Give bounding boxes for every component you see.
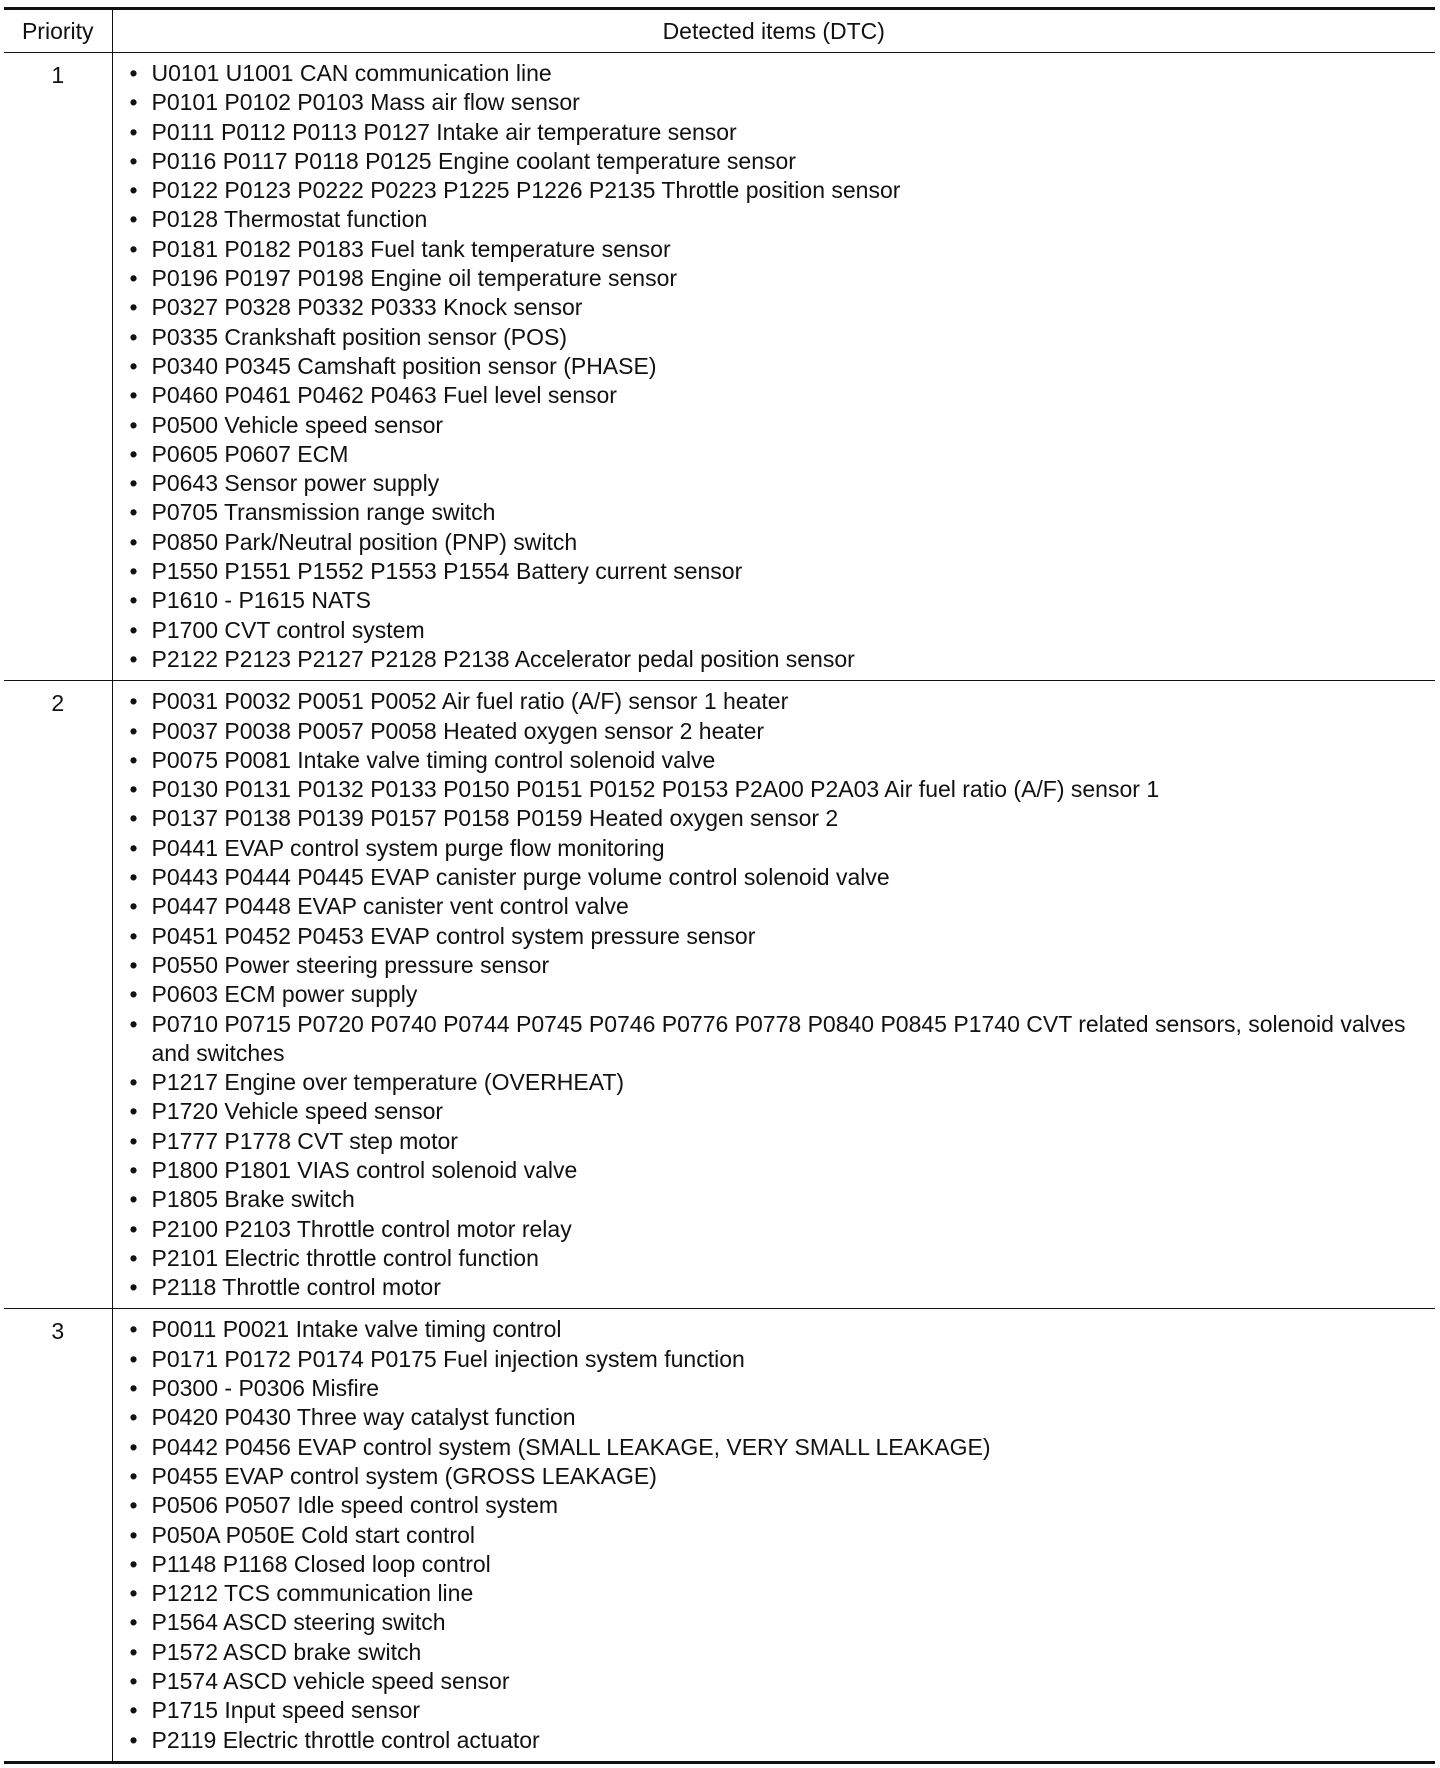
dtc-list-item: • P2100 P2103 Throttle control motor relay: [113, 1215, 1430, 1244]
dtc-list-item: • P0605 P0607 ECM: [113, 440, 1430, 469]
dtc-list-item: • P0506 P0507 Idle speed control system: [113, 1491, 1430, 1520]
dtc-list: [113, 53, 1436, 680]
dtc-list-item: • U0101 U1001 CAN communication line: [113, 59, 1430, 88]
dtc-list-item: • P1564 ASCD steering switch: [113, 1608, 1430, 1637]
priority-value: 3: [4, 1309, 112, 1762]
dtc-list-item: • P0327 P0328 P0332 P0333 Knock sensor: [113, 293, 1430, 322]
dtc-list-item: • P0451 P0452 P0453 EVAP control system pressure sensor: [113, 922, 1430, 951]
dtc-list-item: • P0643 Sensor power supply: [113, 469, 1430, 498]
dtc-list: [113, 1309, 1436, 1760]
dtc-list-item: • P1574 ASCD vehicle speed sensor: [113, 1667, 1430, 1696]
dtc-list-item: • P1572 ASCD brake switch: [113, 1638, 1430, 1667]
dtc-list-item: • P0137 P0138 P0139 P0157 P0158 P0159 Heated oxygen sensor 2: [113, 804, 1430, 833]
dtc-list: [113, 681, 1436, 1308]
dtc-list-item: • P1805 Brake switch: [113, 1185, 1430, 1214]
dtc-list-item: • P0500 Vehicle speed sensor: [113, 411, 1430, 440]
dtc-list-item: • P1777 P1778 CVT step motor: [113, 1127, 1430, 1156]
dtc-list-item: • P0116 P0117 P0118 P0125 Engine coolant temperature sensor: [113, 147, 1430, 176]
dtc-list-item: • P0705 Transmission range switch: [113, 498, 1430, 527]
dtc-list-item: • P0181 P0182 P0183 Fuel tank temperature sensor: [113, 235, 1430, 264]
dtc-list-item: • P1550 P1551 P1552 P1553 P1554 Battery current sensor: [113, 557, 1430, 586]
dtc-list-item: • P1610 - P1615 NATS: [113, 586, 1430, 615]
dtc-priority-table: [4, 7, 1435, 1764]
detected-items-cell: [112, 681, 1435, 1309]
priority-group-row: [4, 1309, 1435, 1762]
priority-value: 2: [4, 681, 112, 1309]
dtc-list-item: • P0420 P0430 Three way catalyst function: [113, 1403, 1430, 1432]
dtc-list-item: • P1148 P1168 Closed loop control: [113, 1550, 1430, 1579]
dtc-list-item: • P0550 Power steering pressure sensor: [113, 951, 1430, 980]
dtc-list-item: • P2101 Electric throttle control function: [113, 1244, 1430, 1273]
dtc-list-item: • P0075 P0081 Intake valve timing control solenoid valve: [113, 746, 1430, 775]
dtc-list-item: • P0710 P0715 P0720 P0740 P0744 P0745 P0746 P0776 P0778 P0840 P0845 P1740 CVT related sensors, solenoid valves and switches: [113, 1010, 1430, 1069]
dtc-list-item: • P0111 P0112 P0113 P0127 Intake air temperature sensor: [113, 118, 1430, 147]
priority-value: 1: [4, 53, 112, 681]
detected-items-cell: [112, 53, 1435, 681]
dtc-list-item: • P1800 P1801 VIAS control solenoid valve: [113, 1156, 1430, 1185]
table-body: [4, 53, 1435, 1763]
dtc-list-item: • P0447 P0448 EVAP canister vent control valve: [113, 892, 1430, 921]
dtc-list-item: • P0031 P0032 P0051 P0052 Air fuel ratio (A/F) sensor 1 heater: [113, 687, 1430, 716]
dtc-list-item: • P0340 P0345 Camshaft position sensor (PHASE): [113, 352, 1430, 381]
dtc-list-item: • P0460 P0461 P0462 P0463 Fuel level sensor: [113, 381, 1430, 410]
dtc-list-item: • P0171 P0172 P0174 P0175 Fuel injection system function: [113, 1345, 1430, 1374]
header-row: [4, 9, 1435, 53]
dtc-list-item: • P0603 ECM power supply: [113, 980, 1430, 1009]
dtc-list-item: • P0443 P0444 P0445 EVAP canister purge volume control solenoid valve: [113, 863, 1430, 892]
dtc-list-item: • P2119 Electric throttle control actuator: [113, 1726, 1430, 1755]
dtc-list-item: • P1217 Engine over temperature (OVERHEAT): [113, 1068, 1430, 1097]
dtc-list-item: • P050A P050E Cold start control: [113, 1521, 1430, 1550]
priority-group-row: [4, 53, 1435, 681]
detected-items-header: Detected items (DTC): [112, 9, 1435, 53]
dtc-list-item: • P1720 Vehicle speed sensor: [113, 1097, 1430, 1126]
dtc-list-item: • P0128 Thermostat function: [113, 205, 1430, 234]
dtc-list-item: • P0300 - P0306 Misfire: [113, 1374, 1430, 1403]
dtc-list-item: • P1700 CVT control system: [113, 616, 1430, 645]
dtc-list-item: • P1715 Input speed sensor: [113, 1696, 1430, 1725]
dtc-list-item: • P0850 Park/Neutral position (PNP) switch: [113, 528, 1430, 557]
dtc-list-item: • P0122 P0123 P0222 P0223 P1225 P1226 P2135 Throttle position sensor: [113, 176, 1430, 205]
priority-group-row: [4, 681, 1435, 1309]
dtc-list-item: • P2122 P2123 P2127 P2128 P2138 Accelerator pedal position sensor: [113, 645, 1430, 674]
dtc-list-item: • P0442 P0456 EVAP control system (SMALL LEAKAGE, VERY SMALL LEAKAGE): [113, 1433, 1430, 1462]
dtc-list-item: • P2118 Throttle control motor: [113, 1273, 1430, 1302]
dtc-list-item: • P0455 EVAP control system (GROSS LEAKAGE): [113, 1462, 1430, 1491]
detected-items-cell: [112, 1309, 1435, 1762]
dtc-list-item: • P1212 TCS communication line: [113, 1579, 1430, 1608]
dtc-list-item: • P0335 Crankshaft position sensor (POS): [113, 323, 1430, 352]
dtc-list-item: • P0037 P0038 P0057 P0058 Heated oxygen sensor 2 heater: [113, 717, 1430, 746]
dtc-list-item: • P0101 P0102 P0103 Mass air flow sensor: [113, 88, 1430, 117]
dtc-list-item: • P0196 P0197 P0198 Engine oil temperature sensor: [113, 264, 1430, 293]
priority-header: Priority: [4, 9, 112, 53]
dtc-list-item: • P0130 P0131 P0132 P0133 P0150 P0151 P0152 P0153 P2A00 P2A03 Air fuel ratio (A/F) sensor 1: [113, 775, 1430, 804]
dtc-list-item: • P0011 P0021 Intake valve timing control: [113, 1315, 1430, 1344]
dtc-list-item: • P0441 EVAP control system purge flow monitoring: [113, 834, 1430, 863]
